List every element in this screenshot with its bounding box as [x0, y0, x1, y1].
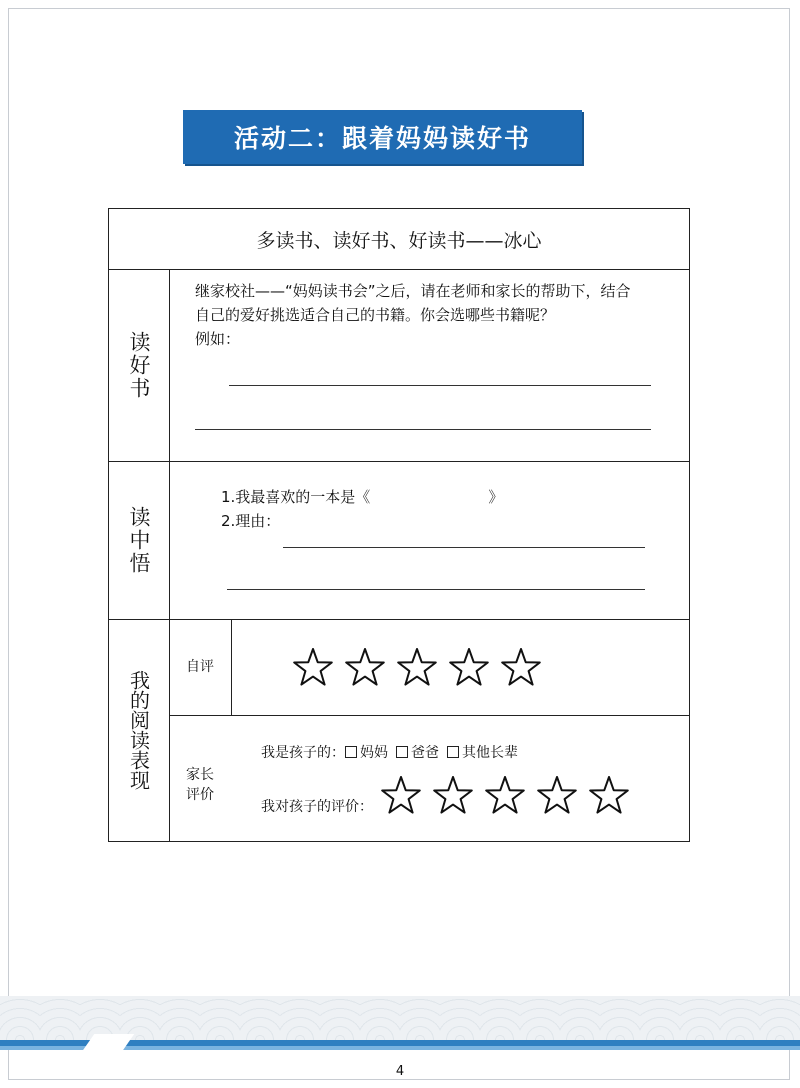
example-label: 例如： — [195, 330, 241, 348]
quote: 多读书、读好书、好读书——冰心 — [256, 229, 542, 252]
section-label-read-good-books: 读好书 — [127, 330, 151, 400]
self-rating-stars[interactable] — [293, 647, 541, 687]
parent-eval-label-line-2: 评价 — [186, 787, 214, 803]
page-number: 4 — [395, 1064, 405, 1079]
star-icon[interactable] — [397, 647, 437, 687]
favorite-book-prompt — [221, 485, 503, 509]
star-icon[interactable] — [293, 647, 333, 687]
answer-line[interactable] — [195, 429, 651, 430]
answer-line[interactable] — [229, 385, 651, 386]
self-eval-label: 自评 — [186, 659, 214, 675]
reason-label: 2.理由： — [221, 512, 281, 530]
section-label-insights: 读中悟 — [127, 505, 151, 575]
relation-row — [261, 741, 518, 765]
parent-eval-label-line-1: 家长 — [186, 767, 214, 783]
reason-line[interactable] — [283, 547, 645, 548]
other-elder-option: 其他长辈 — [462, 745, 518, 761]
instruction-line-2: 自己的爱好挑选适合自己的书籍。你会选哪些书籍呢？ — [195, 306, 556, 324]
mother-option: 妈妈 — [360, 745, 388, 761]
divider — [109, 461, 689, 462]
favorite-book-prefix: 1.我最喜欢的一本是《 — [221, 488, 371, 506]
reading-worksheet — [108, 208, 690, 842]
reason-line[interactable] — [227, 589, 645, 590]
parent-rating-prompt: 我对孩子的评价： — [261, 799, 373, 815]
star-icon[interactable] — [433, 775, 473, 815]
instruction-line-1: 继家校社——“妈妈读书会”之后，请在老师和家长的帮助下，结合 — [195, 282, 631, 300]
favorite-book-suffix: 》 — [488, 488, 504, 506]
divider — [169, 715, 689, 716]
relation-prompt: 我是孩子的： — [261, 745, 345, 761]
divider — [109, 269, 689, 270]
father-option: 爸爸 — [411, 745, 439, 761]
star-icon[interactable] — [501, 647, 541, 687]
star-icon[interactable] — [537, 775, 577, 815]
other-elder-checkbox[interactable] — [447, 746, 459, 758]
page-title: 活动二：跟着妈妈读好书 — [183, 110, 582, 164]
section-label-performance: 我的阅读表现 — [126, 670, 151, 790]
star-icon[interactable] — [485, 775, 525, 815]
parent-rating-stars[interactable] — [381, 775, 629, 815]
star-icon[interactable] — [381, 775, 421, 815]
divider — [231, 619, 232, 715]
father-checkbox[interactable] — [396, 746, 408, 758]
divider — [169, 269, 170, 841]
parent-eval-label — [169, 765, 231, 805]
star-icon[interactable] — [449, 647, 489, 687]
star-icon[interactable] — [345, 647, 385, 687]
star-icon[interactable] — [589, 775, 629, 815]
mother-checkbox[interactable] — [345, 746, 357, 758]
divider — [109, 619, 689, 620]
